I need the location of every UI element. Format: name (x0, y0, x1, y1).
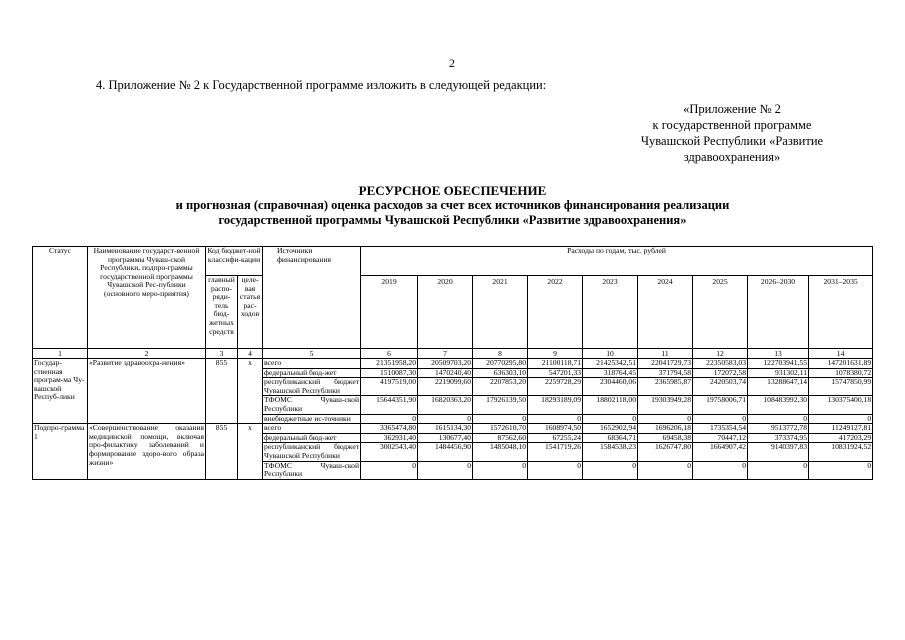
header-year: 2019 (361, 276, 418, 349)
value-cell: 1608974,50 (528, 424, 583, 434)
document-heading (0, 183, 905, 228)
value-cell: 1541719,26 (528, 443, 583, 461)
value-cell: 417203,29 (809, 433, 873, 443)
value-cell: 19758006,71 (693, 396, 748, 414)
value-cell: 87562,60 (473, 433, 528, 443)
appendix-line: здравоохранения» (683, 150, 781, 164)
value-cell: 1652902,94 (583, 424, 638, 434)
source-label: ТФОМС Чуваш-ской Республики (264, 461, 360, 479)
value-cell: 0 (528, 414, 583, 424)
value-cell: 0 (528, 461, 583, 479)
value-cell: 931302,11 (748, 368, 809, 378)
appendix-line: «Приложение № 2 (683, 102, 781, 116)
value-cell: 0 (809, 461, 873, 479)
value-cell: 1572610,70 (473, 424, 528, 434)
value-cell: 1470240,40 (418, 368, 473, 378)
appendix-line: к государственной программе (652, 118, 812, 132)
value-cell: 0 (693, 414, 748, 424)
value-cell: 2365985,87 (638, 378, 693, 396)
header-year: 2024 (638, 276, 693, 349)
value-cell: 1510087,30 (361, 368, 418, 378)
value-cell: 20509703,20 (418, 359, 473, 369)
header-year: 2020 (418, 276, 473, 349)
value-cell: 20770295,80 (473, 359, 528, 369)
column-number: 14 (809, 349, 873, 359)
value-cell: 1664907,42 (693, 443, 748, 461)
heading-title: РЕСУРСНОЕ ОБЕСПЕЧЕНИЕ (358, 183, 547, 198)
value-cell: 21351958,20 (361, 359, 418, 369)
header-code-target: целе-вая статья рас-ходов (238, 276, 263, 349)
value-cell: 172072,58 (693, 368, 748, 378)
value-cell: 18802118,00 (583, 396, 638, 414)
source-label: республиканский бюджет Чувашской Республики (264, 442, 360, 460)
group-name: «Совершенствование оказания медицинской помощи, включая про-филактику заболеваний и формирование здоро-вого образа жизни» (88, 424, 206, 480)
heading-line: и прогнозная (справочная) оценка расходов за счет всех источников финансирования реализации (175, 198, 730, 212)
header-name: Наименование государст-венной программы Чуваш-ской Республики, подпро-граммы государственной программы Чувашской Рес-публики (основного меро-приятия) (88, 247, 206, 349)
value-cell: 11249127,81 (809, 424, 873, 434)
value-cell: 362931,40 (361, 433, 418, 443)
value-cell: 0 (583, 461, 638, 479)
value-cell: 17926139,50 (473, 396, 528, 414)
value-cell: 0 (473, 461, 528, 479)
value-cell: 318764,45 (583, 368, 638, 378)
value-cell: 0 (418, 414, 473, 424)
value-cell: 1696206,18 (638, 424, 693, 434)
header-year: 2025 (693, 276, 748, 349)
header-year: 2031–2035 (809, 276, 873, 349)
value-cell: 130677,40 (418, 433, 473, 443)
group-name: «Развитие здравоохра-нения» (88, 359, 206, 424)
value-cell: 373374,95 (748, 433, 809, 443)
group-code-target: х (238, 424, 263, 480)
value-cell: 69458,38 (638, 433, 693, 443)
source-label: республиканский бюджет Чувашской Республики (264, 377, 360, 395)
value-cell: 1615134,30 (418, 424, 473, 434)
value-cell: 0 (748, 461, 809, 479)
value-cell: 0 (473, 414, 528, 424)
value-cell: 0 (361, 461, 418, 479)
value-cell: 0 (583, 414, 638, 424)
column-number: 10 (583, 349, 638, 359)
value-cell: 0 (418, 461, 473, 479)
header-year: 2023 (583, 276, 638, 349)
group-code-main: 855 (206, 359, 238, 424)
value-cell: 0 (361, 414, 418, 424)
header-sources: Источники финансирования (263, 247, 361, 349)
appendix-label (617, 101, 847, 165)
value-cell: 21425342,51 (583, 359, 638, 369)
header-code-main: главный распо-ряди-тель бюд-жетных средств (206, 276, 238, 349)
header-code: Код бюджет-ной классифи-кации (206, 247, 263, 276)
table-row (33, 359, 873, 369)
value-cell: 19303949,28 (638, 396, 693, 414)
resource-table (32, 246, 873, 480)
value-cell: 2207853,20 (473, 378, 528, 396)
value-cell: 547201,33 (528, 368, 583, 378)
value-cell: 2420503,74 (693, 378, 748, 396)
value-cell: 70447,12 (693, 433, 748, 443)
group-status: Государ-ственная програм-ма Чу-вашской Респуб-лики (33, 359, 88, 424)
value-cell: 13288647,14 (748, 378, 809, 396)
column-number: 7 (418, 349, 473, 359)
column-number: 1 (33, 349, 88, 359)
value-cell: 1735354,54 (693, 424, 748, 434)
value-cell: 371794,58 (638, 368, 693, 378)
group-code-main: 855 (206, 424, 238, 480)
value-cell: 22041729,73 (638, 359, 693, 369)
value-cell: 1584538,23 (583, 443, 638, 461)
value-cell: 9513772,78 (748, 424, 809, 434)
group-status: Подпро-грамма 1 (33, 424, 88, 480)
header-year: 2026–2030 (748, 276, 809, 349)
column-number: 2 (88, 349, 206, 359)
value-cell: 122703941,55 (748, 359, 809, 369)
value-cell: 1485048,10 (473, 443, 528, 461)
value-cell: 2259728,29 (528, 378, 583, 396)
value-cell: 130375400,18 (809, 396, 873, 414)
header-year: 2022 (528, 276, 583, 349)
column-number: 9 (528, 349, 583, 359)
value-cell: 16820363,20 (418, 396, 473, 414)
group-code-target: х (238, 359, 263, 424)
source-label: всего (263, 359, 361, 369)
column-number: 11 (638, 349, 693, 359)
value-cell: 1078380,72 (809, 368, 873, 378)
intro-text: 4. Приложение № 2 к Государственной программе изложить в следующей редакции: (96, 78, 547, 92)
source-label: федеральный бюд-жет (263, 433, 361, 443)
column-number: 13 (748, 349, 809, 359)
header-expenses: Расходы по годам, тыс. рублей (361, 247, 873, 276)
value-cell: 22350583,03 (693, 359, 748, 369)
column-number: 3 (206, 349, 238, 359)
value-cell: 147201631,89 (809, 359, 873, 369)
header-year: 2021 (473, 276, 528, 349)
header-status: Статус (33, 247, 88, 349)
value-cell: 0 (693, 461, 748, 479)
column-number: 4 (238, 349, 263, 359)
source-label: всего (263, 424, 361, 434)
column-number: 5 (263, 349, 361, 359)
value-cell: 0 (748, 414, 809, 424)
value-cell: 2304460,06 (583, 378, 638, 396)
source-label: внебюджетные ис-точники (263, 414, 361, 424)
value-cell: 108483992,30 (748, 396, 809, 414)
source-label: ТФОМС Чуваш-ской Республики (264, 395, 360, 413)
column-number: 6 (361, 349, 418, 359)
value-cell: 636303,10 (473, 368, 528, 378)
value-cell: 0 (809, 414, 873, 424)
value-cell: 10831924,52 (809, 443, 873, 461)
appendix-line: Чувашской Республики «Развитие (640, 134, 824, 148)
value-cell: 1484456,90 (418, 443, 473, 461)
table-row (33, 424, 873, 434)
value-cell: 0 (638, 414, 693, 424)
value-cell: 67255,24 (528, 433, 583, 443)
value-cell: 18293189,09 (528, 396, 583, 414)
value-cell: 15644351,90 (361, 396, 418, 414)
column-number: 12 (693, 349, 748, 359)
value-cell: 15747850,99 (809, 378, 873, 396)
value-cell: 1626747,80 (638, 443, 693, 461)
column-number: 8 (473, 349, 528, 359)
source-label: федеральный бюд-жет (263, 368, 361, 378)
value-cell: 3002543,40 (361, 443, 418, 461)
value-cell: 4197519,00 (361, 378, 418, 396)
value-cell: 2219099,60 (418, 378, 473, 396)
page-number: 2 (449, 56, 455, 70)
value-cell: 21100118,71 (528, 359, 583, 369)
value-cell: 0 (638, 461, 693, 479)
value-cell: 9140397,83 (748, 443, 809, 461)
value-cell: 3365474,80 (361, 424, 418, 434)
value-cell: 68364,71 (583, 433, 638, 443)
heading-line: государственной программы Чувашской Республики «Развитие здравоохранения» (218, 213, 687, 227)
